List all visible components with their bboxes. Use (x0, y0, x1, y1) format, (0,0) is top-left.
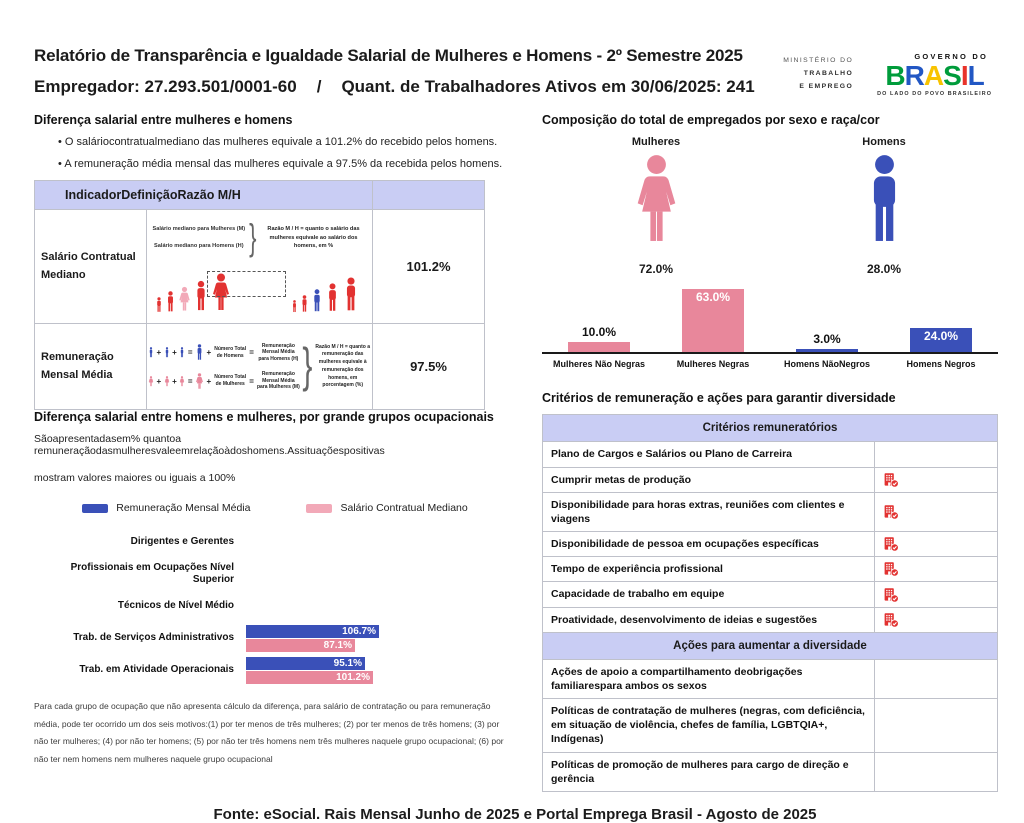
category-label: Técnicos de Nível Médio (117, 600, 234, 612)
gov-logo-letter: S (943, 60, 961, 91)
right-column (542, 113, 998, 792)
bar-value-label: 24.0% (923, 329, 959, 344)
ministry-logo (783, 55, 853, 94)
indicator-table-header: IndicadorDefiniçãoRazão M/H (35, 181, 373, 210)
criteria-row-status-cell (875, 607, 998, 632)
people-comparison-illustration (147, 255, 372, 321)
comp-bar-slot (656, 289, 770, 352)
pictogram-men-value: 28.0% (866, 262, 902, 277)
bar (246, 671, 373, 684)
bullet-mean-remuneration: • A remuneração média mensal das mulheres equivale a 97.5% da recebida pelos homens. (58, 158, 516, 170)
bar-value-label: 3.0% (813, 332, 841, 347)
active-workers-count: Quant. de Trabalhadores Ativos em 30/06/2025: 241 (341, 77, 755, 96)
occupational-footnote: Para cada grupo de ocupação que não apresenta cálculo da diferença, para salário de contratação ou para remuneração média, pode ter ocorrido um dos seis motivos:(1) por ter menos de três mulheres; (2) por ter menos de três homens; (3) por não ter mulheres; (4) por não ter homens; (5) por não ter três homens nem três mulheres naquele grupo ocupacional; (6) por não ter nem homens nem mulheres naquele grupo ocupacional (34, 701, 504, 764)
ministry-line1: MINISTÉRIO DO (783, 57, 854, 65)
page-title: Relatório de Transparência e Igualdade Salarial de Mulheres e Homens - 2º Semestre 2025 (34, 46, 743, 65)
legend-item-median-salary: Salário Contratual Mediano (306, 502, 467, 514)
page-subtitle (34, 77, 755, 97)
men-result-label: Remuneração Mensal Média para Homens (H) (258, 342, 299, 363)
criteria-row-label: Ações de apoio a compartilhamento deobrigações familiarespara ambos os sexos (543, 659, 875, 698)
pictogram-women-value: 72.0% (638, 262, 674, 277)
pictogram-men (770, 136, 998, 276)
person-icon (155, 297, 163, 313)
subtitle-separator: / (316, 77, 322, 96)
company-check-icon (883, 472, 899, 488)
brace-glyph: } (249, 215, 257, 259)
gov-logo-tagline: DO LADO DO POVO BRASILEIRO (877, 91, 992, 98)
bars-group (246, 625, 379, 652)
table-row (543, 557, 998, 582)
left-column (34, 113, 516, 792)
mean-remuneration-diagram (147, 324, 373, 410)
category-label: Dirigentes e Gerentes (130, 536, 234, 548)
composition-bars-area (542, 280, 998, 354)
person-icon (148, 376, 154, 387)
composition-x-labels (542, 354, 998, 369)
occupational-bar-chart (34, 526, 516, 686)
bar-value-label: 87.1% (323, 639, 352, 651)
gov-logo-letter: L (967, 60, 984, 91)
ministry-line2: TRABALHO (803, 70, 854, 78)
person-icon (164, 347, 170, 358)
indicator-table (34, 180, 485, 410)
bar (796, 349, 858, 352)
criteria-title: Critérios de remuneração e ações para garantir diversidade (542, 391, 896, 406)
occupational-description-line1: Sãoapresentadasem% quantoa remuneraçãodasmulheresvaleemrelaçãoàdoshomens.Assituaçõespositivas (34, 433, 385, 458)
men-count-label: Número Total de Homens (214, 346, 247, 359)
criteria-row-label: Políticas de contratação de mulheres (negras, com deficiência, em situação de violência, chefes de família, LGBTQIA+, Indígenas) (543, 699, 875, 753)
criteria-row-status-cell (875, 699, 998, 753)
bar (246, 639, 355, 652)
sex-pictograms (542, 136, 998, 276)
occupational-category-row (34, 526, 516, 558)
category-label: Profissionais em Ocupações Nível Superior (70, 562, 234, 586)
table-row (543, 467, 998, 492)
criteria-section-header-label: Critérios remuneratórios (543, 415, 998, 442)
table-row (543, 659, 998, 698)
pictogram-men-label: Homens (862, 136, 906, 149)
composition-title: Composição do total de empregados por sexo e raça/cor (542, 113, 880, 128)
criteria-row-label: Disponibilidade de pessoa em ocupações específicas (543, 532, 875, 557)
person-icon (195, 373, 204, 390)
bar (246, 625, 379, 638)
criteria-row-status-cell (875, 467, 998, 492)
bar (682, 289, 744, 352)
criteria-row-label: Políticas de promoção de mulheres para cargo de direção e gerência (543, 752, 875, 791)
person-icon (179, 376, 185, 387)
person-icon (291, 300, 298, 313)
criteria-row-status-cell (875, 442, 998, 467)
gov-logo-top-text: GOVERNO DO (914, 52, 988, 61)
bar-value-label: 106.7% (342, 625, 376, 637)
person-icon (148, 347, 154, 358)
table-row (543, 582, 998, 607)
gov-logo-letter: A (923, 60, 944, 91)
composition-bar-chart (542, 280, 998, 369)
person-icon-highlight-man (311, 289, 323, 313)
comp-bar-slot (884, 328, 998, 352)
report-body (34, 113, 996, 792)
criteria-row-label: Tempo de experiência profissional (543, 557, 875, 582)
criteria-table (542, 414, 998, 792)
table-row (543, 442, 998, 467)
table-row (543, 492, 998, 531)
gov-logo-letter: I (960, 60, 968, 91)
occupational-legend (34, 502, 516, 514)
bar-value-label: 101.2% (336, 671, 370, 683)
person-icon (165, 291, 176, 313)
diagram-line-women: Salário mediano para Mulheres (M) (152, 226, 246, 233)
criteria-row-status-cell (875, 532, 998, 557)
occupational-description-line2: mostram valores maiores ou iguais a 100% (34, 472, 236, 485)
category-label: Homens NãoNegros (783, 359, 871, 370)
bar (568, 342, 630, 352)
mean-remuneration-ratio-value: 97.5% (373, 324, 485, 410)
header-logos (783, 46, 996, 97)
median-salary-ratio-value: 101.2% (373, 210, 485, 324)
person-icon (195, 344, 204, 361)
men-average-formula: + + = + Número Total de Homens = Remuneração Mensal Média para Homens (H) (148, 343, 300, 363)
criteria-section-header-label: Ações para aumentar a diversidade (543, 632, 998, 659)
company-check-icon (883, 587, 899, 603)
criteria-section (542, 391, 998, 792)
women-result-label: Remuneração Mensal Média para Mulheres (M) (256, 370, 300, 391)
bar (910, 328, 972, 352)
comp-bar-slot (542, 325, 656, 352)
legend-item-mean-remuneration: Remuneração Mensal Média (82, 502, 250, 514)
category-label: Homens Negros (906, 359, 976, 370)
category-label: Mulheres Negras (676, 359, 750, 370)
person-icon (179, 347, 185, 358)
category-label: Trab. em Atividade Operacionais (79, 664, 234, 676)
report-source-footer: Fonte: eSocial. Rais Mensal Junho de 2025 e Portal Emprega Brasil - Agosto de 2025 (213, 805, 817, 823)
ministry-line3: E EMPREGO (799, 83, 854, 91)
women-count-label: Número Total de Mulheres (214, 374, 247, 388)
diagram-note: Razão M / H = quanto o salário das mulheres equivale ao salário dos homens, em % (267, 225, 360, 250)
criteria-row-label: Disponibilidade para horas extras, reuniões com clientes e viagens (543, 492, 875, 531)
criteria-section-header (543, 632, 998, 659)
legend-swatch-pink (306, 504, 332, 513)
header-titles (34, 46, 755, 97)
criteria-row-label: Proatividade, desenvolvimento de ideias e sugestões (543, 607, 875, 632)
category-label: Mulheres Não Negras (552, 359, 646, 370)
company-check-icon (883, 612, 899, 628)
category-label: Trab. de Serviços Administrativos (73, 632, 234, 644)
person-icon-highlight-woman (178, 286, 191, 313)
criteria-row-status-cell (875, 582, 998, 607)
gov-logo-letter: R (904, 60, 924, 91)
comp-bar-slot (770, 332, 884, 352)
table-row (543, 752, 998, 791)
bar-value-label: 63.0% (695, 290, 731, 305)
table-row (543, 532, 998, 557)
occupational-category-row (34, 622, 516, 654)
diagram-note: Razão M / H = quanto a remuneração das mulheres equivale à remuneração dos homens, em porcentagem (%) (315, 343, 370, 389)
occupational-category-row (34, 590, 516, 622)
person-icon (164, 376, 170, 387)
table-row (543, 607, 998, 632)
women-average-formula: + + = + Número Total de Mulheres = Remuneração Mensal Média para Mulheres (M) (148, 371, 300, 391)
bar-value-label: 10.0% (581, 325, 617, 340)
criteria-row-label: Plano de Cargos e Salários ou Plano de Carreira (543, 442, 875, 467)
bars-group (246, 657, 373, 684)
occupational-category-row (34, 558, 516, 590)
person-icon (300, 295, 309, 313)
bar-value-label: 95.1% (333, 657, 362, 669)
criteria-row-status-cell (875, 659, 998, 698)
bullet-median-salary: • O saláriocontratualmediano das mulheres equivale a 101.2% do recebido pelos homens. (58, 136, 516, 148)
woman-icon (633, 154, 680, 248)
employer-id: Empregador: 27.293.501/0001-60 (34, 77, 297, 96)
criteria-row-status-cell (875, 557, 998, 582)
gov-logo-letter: B (885, 60, 905, 91)
legend-swatch-blue (82, 504, 108, 513)
pictogram-women-label: Mulheres (631, 136, 681, 149)
company-check-icon (883, 561, 899, 577)
company-check-icon (883, 536, 899, 552)
pictogram-women (542, 136, 770, 276)
gov-logo-brasil-wordmark (877, 61, 992, 90)
brace-glyph: } (302, 339, 313, 393)
occupational-title: Diferença salarial entre homens e mulheres, por grande grupos ocupacionais (34, 410, 494, 425)
person-icon (325, 283, 340, 313)
dashed-comparison-line (207, 271, 286, 297)
criteria-row-label: Capacidade de trabalho em equipe (543, 582, 875, 607)
criteria-row-label: Cumprir metas de produção (543, 467, 875, 492)
criteria-section-header (543, 415, 998, 442)
company-check-icon (883, 504, 899, 520)
median-salary-diagram (147, 210, 373, 324)
indicator-label-mean-remuneration: Remuneração Mensal Média (35, 324, 147, 410)
occupational-category-row (34, 654, 516, 686)
salary-diff-bullets (34, 136, 516, 170)
man-icon (861, 154, 908, 248)
salary-diff-title: Diferença salarial entre mulheres e homens (34, 113, 293, 128)
criteria-row-status-cell (875, 492, 998, 531)
indicator-label-median-salary: Salário Contratual Mediano (35, 210, 147, 324)
table-row (543, 699, 998, 753)
report-header (34, 46, 996, 97)
person-icon (342, 277, 360, 313)
indicator-table-header-empty (373, 181, 485, 210)
diagram-line-men: Salário mediano para Homens (H) (154, 242, 244, 249)
bar (246, 657, 365, 670)
governo-do-brasil-logo (877, 52, 992, 97)
criteria-row-status-cell (875, 752, 998, 791)
